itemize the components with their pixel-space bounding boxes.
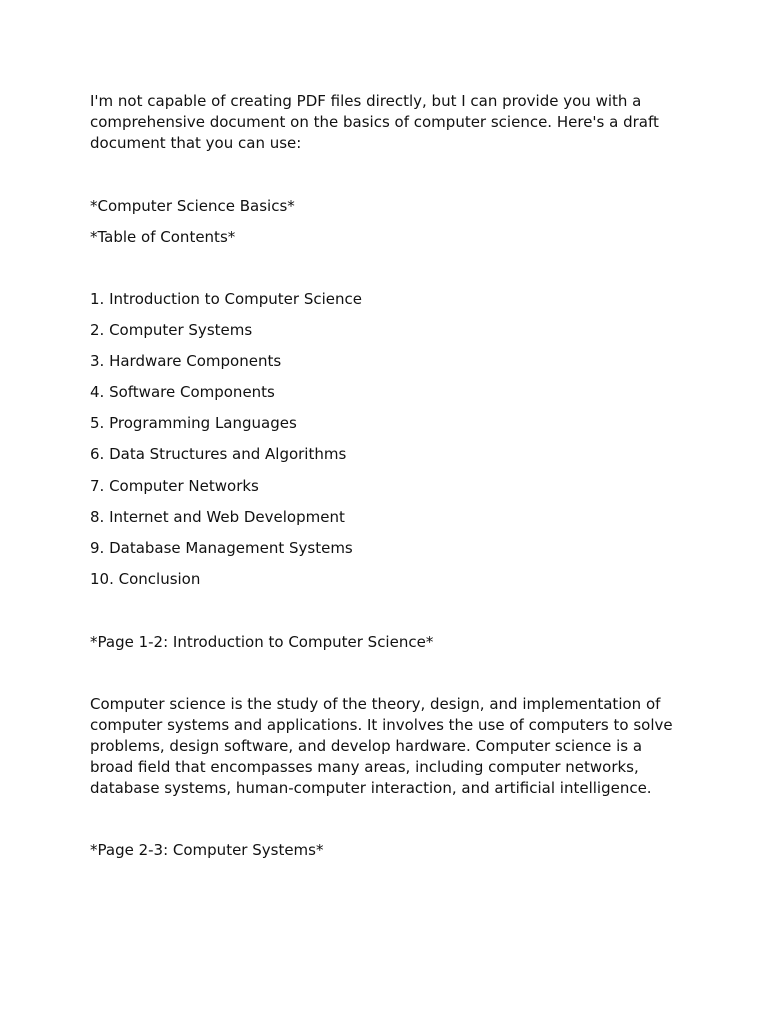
toc-item: 1. Introduction to Computer Science: [90, 290, 362, 308]
intro-paragraph: I'm not capable of creating PDF files directly, but I can provide you with a comprehensive document on the basics of computer science. Here's a draft document that you can use:: [90, 92, 659, 152]
section-heading-computer-systems: *Page 2-3: Computer Systems*: [90, 841, 324, 859]
toc-item: 9. Database Management Systems: [90, 538, 353, 557]
toc-item: 6. Data Structures and Algorithms: [90, 445, 347, 464]
toc-item: 4. Software Components: [90, 383, 275, 402]
toc-item: 5. Programming Languages: [90, 414, 297, 433]
toc-item: 2. Computer Systems: [90, 321, 253, 340]
toc-item: 10. Conclusion: [90, 569, 201, 588]
toc-item: 8. Internet and Web Development: [90, 507, 345, 526]
section-heading-introduction: *Page 1-2: Introduction to Computer Science*: [90, 633, 434, 651]
table-of-contents: [90, 289, 690, 600]
section-paragraph-introduction: Computer science is the study of the theory, design, and implementation of computer systems and applications. It involves the use of computers to solve problems, design software, and develop hardware. Computer science is a broad field that encompasses many areas, including computer networks, database systems, human-computer interaction, and artificial intelligence.: [90, 695, 673, 797]
document-title: *Computer Science Basics*: [90, 197, 295, 215]
toc-item: 7. Computer Networks: [90, 476, 259, 495]
toc-heading: *Table of Contents*: [90, 228, 236, 246]
toc-item: 3. Hardware Components: [90, 352, 282, 371]
